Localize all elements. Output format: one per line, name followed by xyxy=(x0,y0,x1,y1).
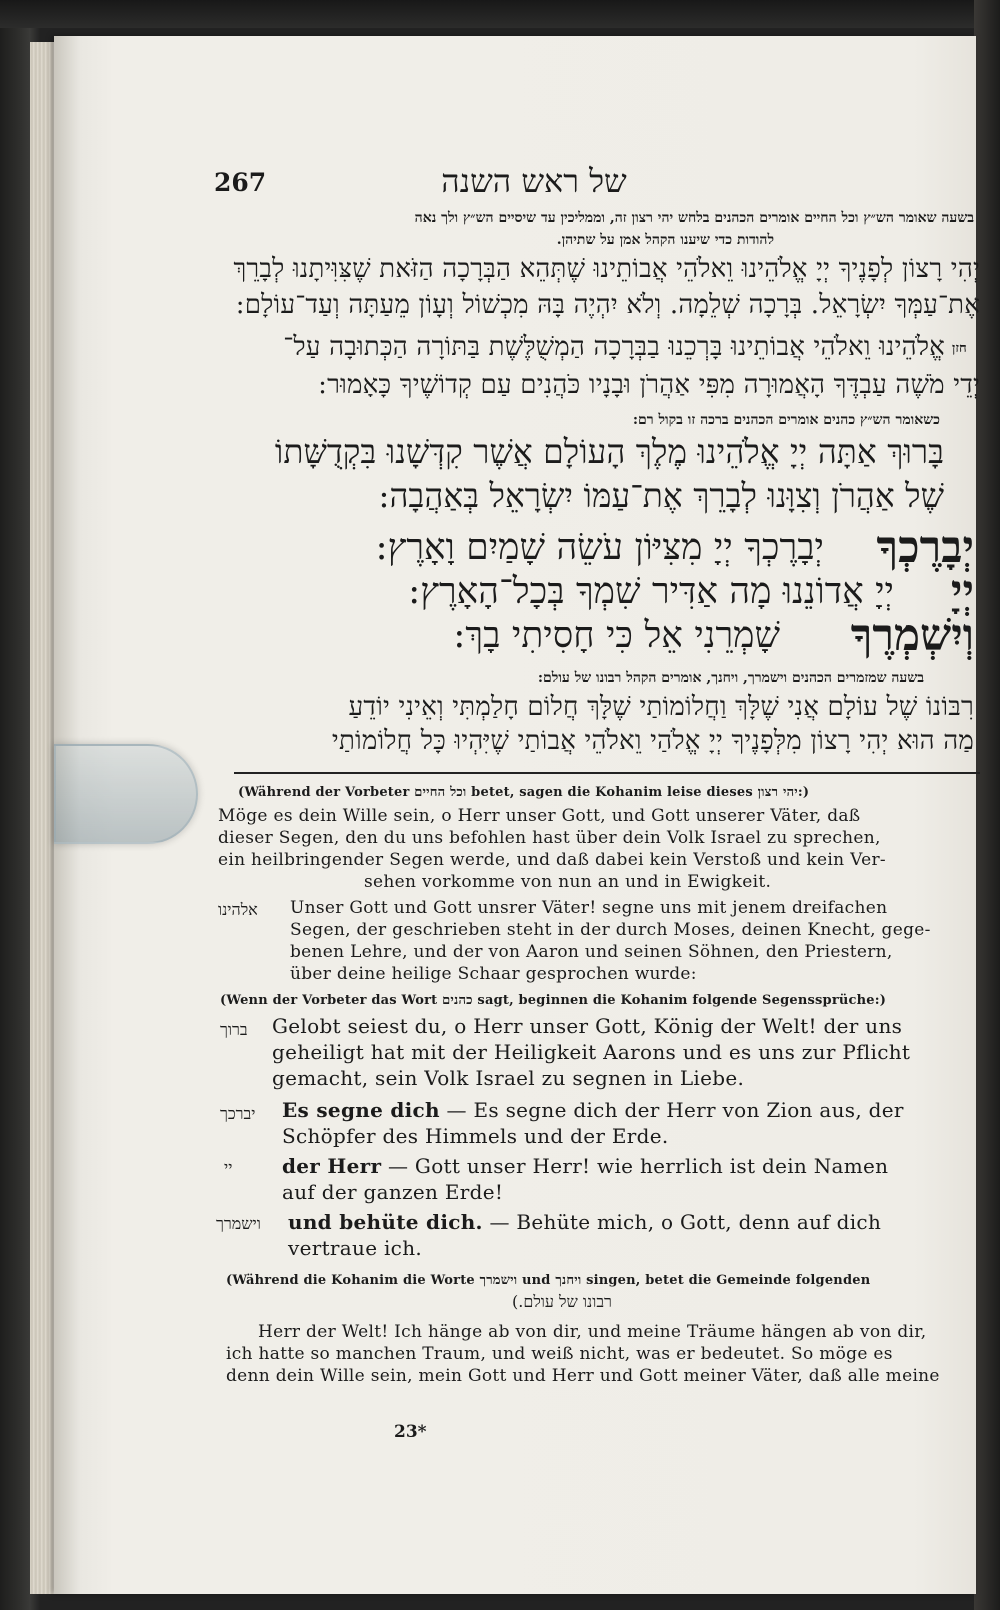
para-3-line-3: gemacht, sein Volk Israel zu segnen in Liebe. xyxy=(272,1066,745,1090)
para-2-margin: אלהינו xyxy=(218,900,258,919)
para-1-line-3: ein heilbringender Segen werde, und daß dabei kein Verstoß und kein Ver- xyxy=(218,850,886,870)
para-4-line-1 xyxy=(282,1098,904,1122)
prayer-2-line-2: יְדֵי מֹשֶׁה עַבְדֶּךָ הָאֲמוּרָה מִפִּי אַהֲרֹן וּבָנָיו כֹּהֲנִים עַם קְדוֹשֶׁיךָ כָּאָמוּר: xyxy=(318,370,980,400)
para-1-line-1: Möge es dein Wille sein, o Herr unser Gott, und Gott unserer Väter, daß xyxy=(218,806,861,826)
prayer-1-line-2: אֶת־עַמְּךָ יִשְׂרָאֵל. בְּרָכָה שְׁלֵמָה. וְלֹא יִהְיֶה בָּהּ מִכְשׁוֹל וְעָוֹן מֵעַתָּה וְעַד־עוֹלָם: xyxy=(235,290,980,320)
instruction-1: בשעה שאומר הש״ץ וכל החיים אומרים הכהנים בלחש יהי רצון זה, וממליכין עד שיסיים הש״ץ ולך נאה xyxy=(414,210,974,226)
prayer-2-marker: חזן xyxy=(952,341,967,356)
para-2-line-2: Segen, der geschrieben steht in der durch Moses, deinen Knecht, gege- xyxy=(290,920,931,940)
ribbon-bookmark xyxy=(54,744,198,844)
para-5-margin: יי xyxy=(224,1158,233,1177)
para-1-line-4: sehen vorkomme von nun an und in Ewigkeit. xyxy=(364,872,772,892)
para-4-text: — Es segne dich der Herr von Zion aus, der xyxy=(439,1098,904,1122)
blessing-line-2: שֶׁל אַהֲרֹן וְצִוָּנוּ לְבָרֵךְ אֶת־עַמּוֹ יִשְׂרָאֵל בְּאַהֲבָה: xyxy=(378,476,944,515)
para-4-bold: Es segne dich xyxy=(282,1098,440,1122)
para-3-line-2: geheiligt hat mit der Heiligkeit Aarons und es uns zur Pflicht xyxy=(272,1040,911,1064)
verse-2-key: יְיָ xyxy=(950,566,974,617)
book-cover-top xyxy=(0,0,1000,28)
para-5-line-2: auf der ganzen Erde! xyxy=(282,1180,504,1204)
para-6-line-1 xyxy=(288,1210,881,1234)
verse-3-key: וְיִשְׁמְרֶךָ xyxy=(850,610,974,661)
signature-mark: 23* xyxy=(394,1422,427,1442)
para-6-line-2: vertraue ich. xyxy=(288,1236,423,1260)
para-1-line-2: dieser Segen, den du uns befohlen hast über dein Volk Israel zu sprechen, xyxy=(218,828,881,848)
para-5-bold: der Herr xyxy=(282,1154,382,1178)
para-4-margin: יברכך xyxy=(220,1104,256,1123)
instruction-2: כשאומר הש״ץ כהנים אומרים הכהנים ברכה זו בקול רם: xyxy=(632,412,940,428)
instruction-3: בשעה שמזמרים הכהנים וישמרך, ויחנך, אומרים הקהל רבונו של עולם: xyxy=(537,670,924,686)
verse-2-text: יְיָ אֲדוֹנֵנוּ מָה אַדִּיר שִׁמְךָ בְּכָל־הָאָרֶץ: xyxy=(408,571,894,612)
para-7-line-1: Herr der Welt! Ich hänge ab von dir, und meine Träume hängen ab von dir, xyxy=(258,1322,927,1342)
para-7-line-2: ich hatte so manchen Traum, und weiß nicht, was er bedeutet. So möge es xyxy=(226,1344,893,1364)
prayer-2-line-1: אֱלֹהֵינוּ וֵאלֹהֵי אֲבוֹתֵינוּ בָּרְכֵנוּ בַבְּרָכָה הַמְשֻׁלֶּשֶׁת בַּתּוֹרָה הַכְּתוּבָה עַל־ xyxy=(283,332,945,362)
para-7-line-3: denn dein Wille sein, mein Gott und Herr und Gott meiner Väter, daß alle meine xyxy=(226,1366,940,1386)
verse-1-text: יְבָרֶכְךָ יְיָ מִצִּיּוֹן עֹשֵׂה שָׁמַיִם וָאָרֶץ: xyxy=(375,527,824,568)
blessing-line-1: בָּרוּךְ אַתָּה יְיָ אֱלֹהֵינוּ מֶלֶךְ הָעוֹלָם אֲשֶׁר קִדְּשָׁנוּ בִּקְדֻשָּׁתוֹ xyxy=(274,432,944,471)
para-2-line-3: benen Lehre, und der von Aaron und seinen Söhnen, den Priestern, xyxy=(290,942,893,962)
para-6-margin: וישמרך xyxy=(216,1214,261,1233)
note-3-line-1: (Während die Kohanim die Worte וישמרך und ויחנך singen, betet die Gemeinde folgenden xyxy=(226,1273,871,1288)
ribono-line-2: מַה הוּא יְהִי רָצוֹן מִלְּפָנֶיךָ יְיָ אֱלֹהַי וֵאלֹהֵי אֲבוֹתַי שֶׁיִּהְיוּ כָּל חֲלוֹמוֹתַי xyxy=(331,726,974,756)
book-cover-right xyxy=(974,0,1000,1610)
para-6-text: — Behüte mich, o Gott, denn auf dich xyxy=(482,1210,882,1234)
note-2: (Wenn der Vorbeter das Wort כהנים sagt, beginnen die Kohanim folgende Segenssprüche:) xyxy=(220,993,887,1008)
verse-3-text: שָׁמְרֵנִי אֵל כִּי חָסִיתִי בָךְ: xyxy=(453,615,780,656)
ribono-line-1: רִבּוֹנוֹ שֶׁל עוֹלָם אֲנִי שֶׁלָּךְ וַחֲלוֹמוֹתַי שֶׁלָּךְ חֲלוֹם חָלַמְתִּי וְאֵינִי יוֹדֵעַ xyxy=(348,692,974,722)
para-5-text: — Gott unser Herr! wie herrlich ist dein Namen xyxy=(381,1154,889,1178)
para-2-line-4: über deine heilige Schaar gesprochen wurde: xyxy=(290,964,697,984)
book-page xyxy=(54,36,980,1594)
note-3-line-2: רבונו של עולם.) xyxy=(512,1292,612,1311)
para-3-margin: ברוך xyxy=(220,1020,248,1039)
page-number: 267 xyxy=(214,168,267,197)
prayer-1-line-1: יְהִי רָצוֹן לְפָנֶיךָ יְיָ אֱלֹהֵינוּ וֵאלֹהֵי אֲבוֹתֵינוּ שֶׁתְּהֵא הַבְּרָכָה הַזֹּאת שֶׁצִּוִּיתָנוּ לְבָרֵךְ xyxy=(233,254,980,284)
verse-1-key: יְבָרֶכְךָ xyxy=(876,522,974,573)
para-3-line-1: Gelobt seiest du, o Herr unser Gott, König der Welt! der uns xyxy=(272,1014,903,1038)
running-header: של ראש השנה xyxy=(441,162,627,200)
section-divider xyxy=(234,772,980,774)
para-6-bold: und behüte dich. xyxy=(288,1210,483,1234)
instruction-1b: להודות כדי שיענו הקהל אמן על שתיהן. xyxy=(556,232,774,248)
para-4-line-2: Schöpfer des Himmels und der Erde. xyxy=(282,1124,669,1148)
note-1: (Während der Vorbeter וכל החיים betet, sagen die Kohanim leise dieses יהי רצון:) xyxy=(238,785,810,800)
para-2-line-1: Unser Gott und Gott unsrer Väter! segne uns mit jenem dreifachen xyxy=(290,898,888,918)
para-5-line-1 xyxy=(282,1154,888,1178)
